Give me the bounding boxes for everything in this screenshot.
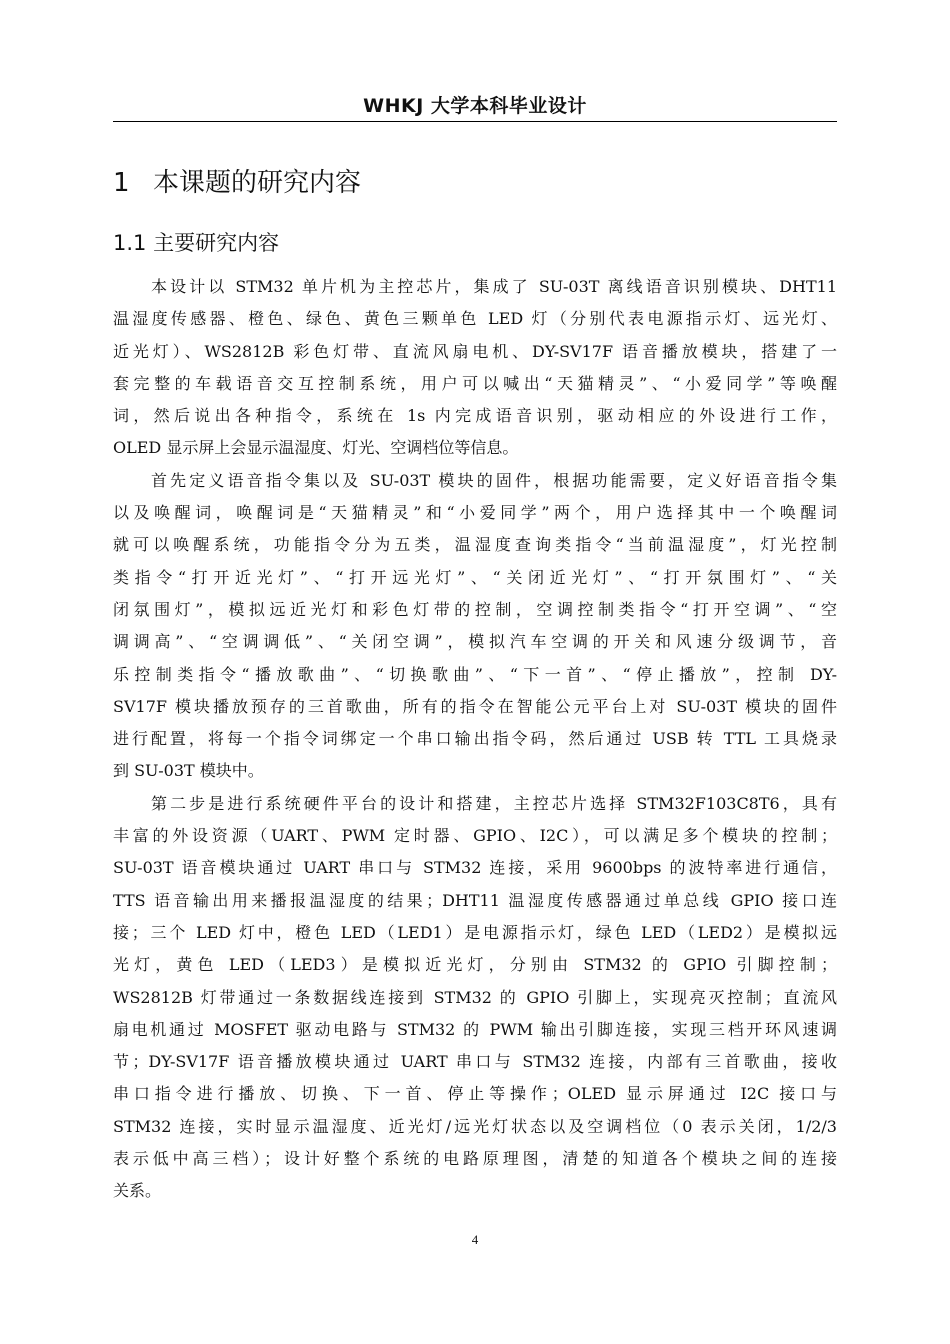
paragraph-line: 就可以唤醒系统，功能指令分为五类，温湿度查询类指令“当前温湿度”，灯光控制 — [113, 535, 837, 555]
paragraph-line: 表示低中高三档）；设计好整个系统的电路原理图，清楚的知道各个模块之间的连接 — [113, 1149, 837, 1169]
paragraph — [113, 465, 837, 788]
paragraph-line: 关系。 — [113, 1181, 162, 1201]
chapter-title: 本课题的研究内容 — [153, 168, 362, 198]
paragraph-line: 丰富的外设资源（UART、PWM 定时器、GPIO、I2C），可以满足多个模块的控制； — [113, 826, 837, 846]
paragraph-line: 近光灯）、WS2812B 彩色灯带、直流风扇电机、DY-SV17F 语音播放模块，搭建了一 — [113, 341, 837, 361]
chapter-heading — [113, 165, 837, 201]
running-header: WHKJ 大学本科毕业设计 — [363, 95, 587, 117]
paragraph-line: OLED 显示屏上会显示温湿度、灯光、空调档位等信息。 — [113, 438, 519, 458]
paragraph — [113, 271, 837, 465]
paragraph-line: 词，然后说出各种指令，系统在 1s 内完成语音识别，驱动相应的外设进行工作， — [113, 406, 837, 426]
page-number: 4 — [471, 1232, 479, 1247]
paragraph-line: 乐控制类指令“播放歌曲”、“切换歌曲”、“下一首”、“停止播放”，控制 DY- — [113, 664, 837, 684]
paragraph-line: 第二步是进行系统硬件平台的设计和搭建，主控芯片选择 STM32F103C8T6，具有 — [151, 793, 837, 813]
paragraph-line: 首先定义语音指令集以及 SU-03T 模块的固件，根据功能需要，定义好语音指令集 — [151, 470, 837, 490]
paragraph-line: SU-03T 语音模块通过 UART 串口与 STM32 连接，采用 9600bps 的波特率进行通信， — [113, 858, 837, 878]
paragraph-line: 温湿度传感器、橙色、绿色、黄色三颗单色 LED 灯（分别代表电源指示灯、远光灯、 — [113, 309, 837, 329]
paragraph-line: 节；DY-SV17F 语音播放模块通过 UART 串口与 STM32 连接，内部有三首歌曲，接收 — [113, 1052, 837, 1072]
section-heading: 1.1 主要研究内容 — [113, 231, 280, 255]
paragraph-line: 套完整的车载语音交互控制系统，用户可以喊出“天猫精灵”、“小爱同学”等唤醒 — [113, 373, 837, 393]
paragraph-line: 串口指令进行播放、切换、下一首、停止等操作；OLED 显示屏通过 I2C 接口与 — [113, 1084, 837, 1104]
paragraph — [113, 788, 837, 1208]
paragraph-line: 以及唤醒词，唤醒词是“天猫精灵”和“小爱同学”两个，用户选择其中一个唤醒词 — [113, 503, 837, 523]
paragraph-line: TTS 语音输出用来播报温湿度的结果；DHT11 温湿度传感器通过单总线 GPIO 接口连 — [113, 890, 837, 910]
paragraph-line: 本设计以 STM32 单片机为主控芯片，集成了 SU-03T 离线语音识别模块、DHT11 — [151, 277, 837, 296]
header-rule — [113, 121, 837, 122]
paragraph-line: WS2812B 灯带通过一条数据线连接到 STM32 的 GPIO 引脚上，实现亮灭控制；直流风 — [113, 987, 837, 1007]
paragraph-line: 接；三个 LED 灯中，橙色 LED（LED1）是电源指示灯，绿色 LED（LED2）是模拟远 — [113, 922, 837, 942]
paragraph-line: 调调高”、“空调调低”、“关闭空调”，模拟汽车空调的开关和风速分级调节，音 — [113, 632, 837, 652]
paragraph-line: STM32 连接，实时显示温湿度、近光灯/远光灯状态以及空调档位（0 表示关闭，1/2/3 — [113, 1116, 837, 1136]
paragraph-line: SV17F 模块播放预存的三首歌曲，所有的指令在智能公元平台上对 SU-03T 模块的固件 — [113, 696, 837, 716]
paragraph-line: 闭氛围灯”，模拟远近光灯和彩色灯带的控制，空调控制类指令“打开空调”、“空 — [113, 599, 837, 619]
paragraph-line: 到 SU-03T 模块中。 — [113, 761, 264, 781]
chapter-number: 1 — [113, 168, 130, 198]
paragraph-line: 进行配置，将每一个指令词绑定一个串口输出指令码，然后通过 USB 转 TTL 工具烧录 — [113, 729, 837, 749]
body-text — [113, 271, 837, 1208]
paragraph-line: 类指令“打开近光灯”、“打开远光灯”、“关闭近光灯”、“打开氛围灯”、“关 — [113, 567, 837, 587]
paragraph-line: 光灯，黄色 LED（LED3）是模拟近光灯，分别由 STM32 的 GPIO 引脚控制； — [113, 955, 837, 975]
paragraph-line: 扇电机通过 MOSFET 驱动电路与 STM32 的 PWM 输出引脚连接，实现三档开环风速调 — [113, 1019, 837, 1039]
